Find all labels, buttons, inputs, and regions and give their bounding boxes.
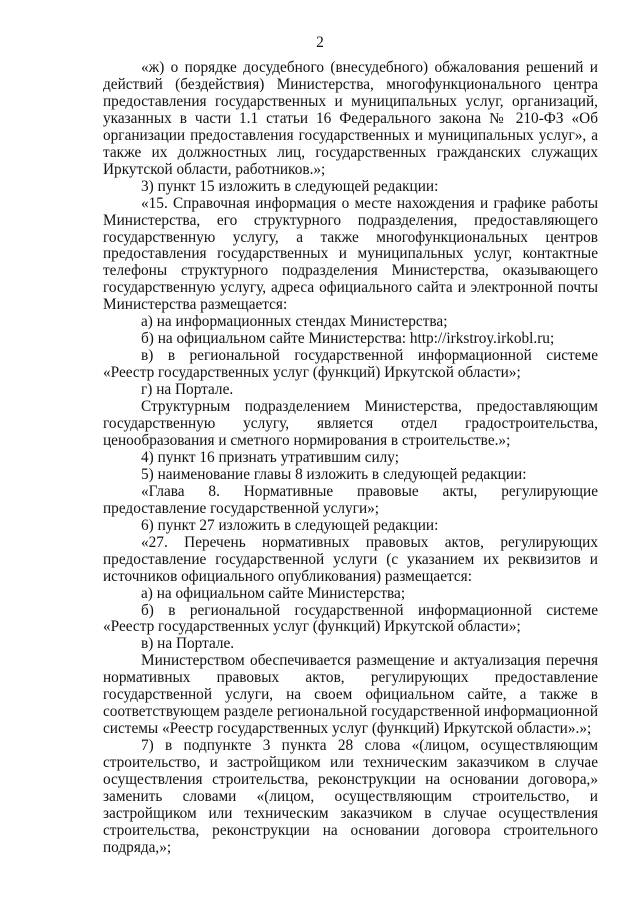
paragraph-list-v-2: в) на Портале.	[141, 635, 235, 653]
paragraph-structural-unit: Структурным подразделением Министерства, предоставляющим государственную услугу, является отдел градостроительства, ценообразования и сметного нормирования в строительстве.»;	[103, 398, 598, 449]
paragraph-list-a: а) на информационных стендах Министерства;	[141, 313, 448, 331]
paragraph-subitem-zh: «ж) о порядке досудебного (внесудебного) обжалования решений и действий (бездействия) Министерства, многофункционального центра предоставления государственных и муниципальных услуг, организаций, указанных в части 1.1 статьи 16 Федерального закона № 210-ФЗ «Об организации предоставления государственных и муниципальных услуг», а также их должностных лиц, государственных гражданских служащих Иркутской области, работников.»;	[103, 59, 598, 178]
paragraph-list-b: б) на официальном сайте Министерства: http://irkstroy.irkobl.ru;	[141, 330, 555, 348]
paragraph-list-v: в) в региональной государственной информационной системе «Реестр государственных услуг (функций) Иркутской области»;	[103, 347, 598, 382]
paragraph-item-4: 4) пункт 16 признать утратившим силу;	[141, 448, 400, 466]
document-body	[103, 60, 598, 857]
paragraph-item-3: 3) пункт 15 изложить в следующей редакции:	[141, 177, 439, 195]
paragraph-item-7: 7) в подпункте 3 пункта 28 слова «(лицом, осуществляющим строительство, и застройщиком или техническим заказчиком в случае осуществления строительства, реконструкции на основании договора,» заменить словами «(лицом, осуществляющим строительство, и застройщиком или техническим заказчиком в случае осуществления строительства, реконструкции на основании договора строительного подряда,»;	[103, 737, 598, 856]
paragraph-item-6: 6) пункт 27 изложить в следующей редакции:	[141, 516, 439, 534]
paragraph-list-b-2: б) в региональной государственной информационной системе «Реестр государственных услуг (функций) Иркутской области»;	[103, 601, 598, 636]
paragraph-list-a-2: а) на официальном сайте Министерства;	[141, 584, 406, 602]
paragraph-item-5: 5) наименование главы 8 изложить в следующей редакции:	[141, 465, 527, 483]
paragraph-point-15: «15. Справочная информация о месте нахождения и графике работы Министерства, его структурного подразделения, предоставляющего государственную услугу, а также многофункциональных центров предоставления государственных и муниципальных услуг, контактные телефоны структурного подразделения Министерства, оказывающего государственную услугу, адреса официального сайта и электронной почты Министерства размещается:	[103, 194, 598, 314]
paragraph-list-g: г) на Портале.	[141, 381, 234, 399]
paragraph-chapter-8: «Глава 8. Нормативные правовые акты, регулирующие предоставление государственной услуги»;	[103, 482, 598, 517]
page-number: 2	[316, 34, 324, 51]
paragraph-point-27: «27. Перечень нормативных правовых актов, регулирующих предоставление государственной услуги (с указанием их реквизитов и источников официального опубликования) размещается:	[103, 533, 598, 585]
paragraph-ministry-publication: Министерством обеспечивается размещение и актуализация перечня нормативных правовых актов, регулирующих предоставление государственной услуги, на своем официальном сайте, а также в соответствующем разделе региональной государственной информационной системы «Реестр государственных услуг (функций) Иркутской области».»;	[103, 652, 598, 738]
